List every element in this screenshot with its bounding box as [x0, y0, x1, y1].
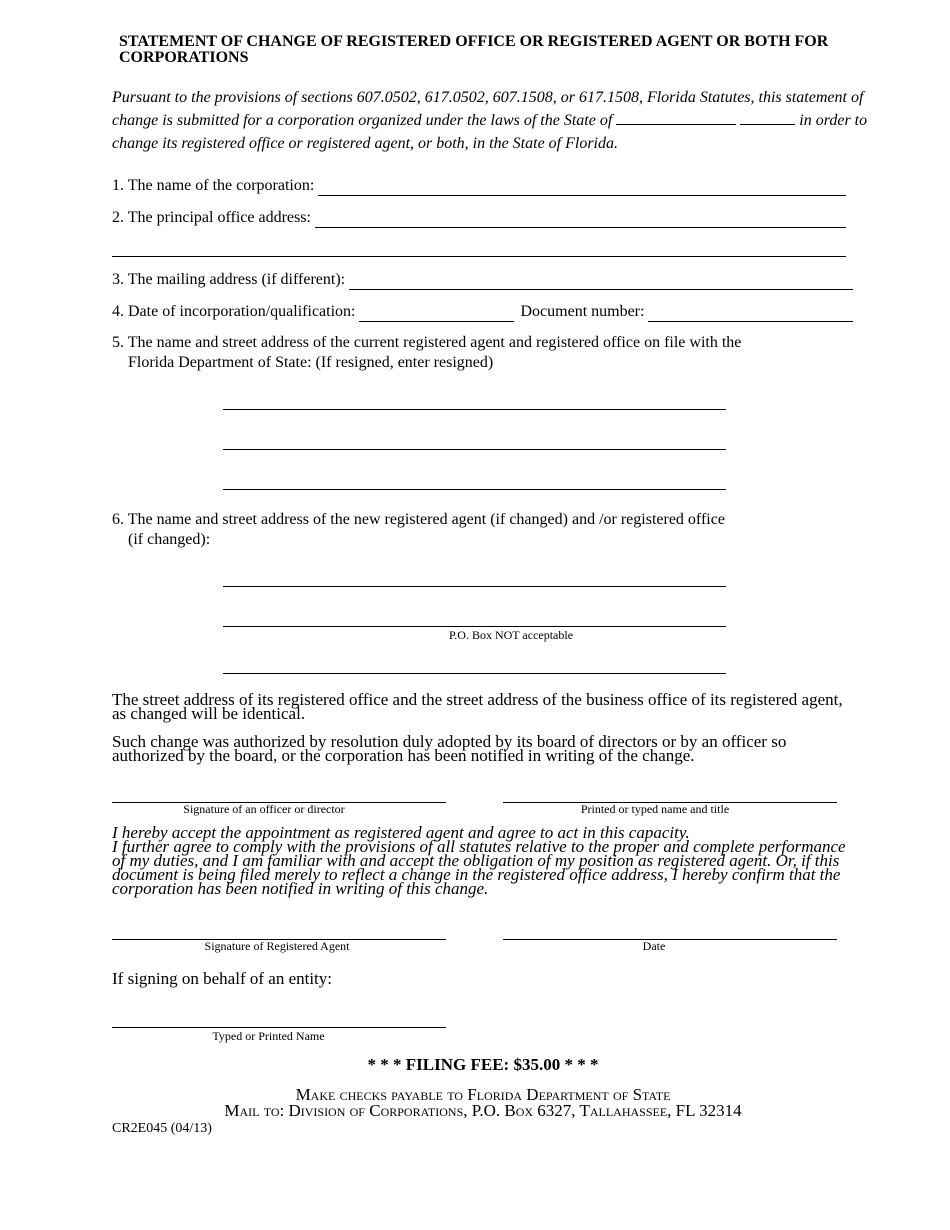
corp-name-row — [112, 176, 846, 196]
principal-office-label: 2. The principal office address: — [112, 209, 311, 226]
item6-text — [112, 510, 852, 550]
current-agent-line-2[interactable] — [223, 449, 726, 450]
state-blank-a[interactable] — [616, 110, 736, 125]
po-box-note: P.O. Box NOT acceptable — [448, 628, 574, 642]
acceptance-line1: I hereby accept the appointment as registered agent and agree to act in this capacity. — [112, 823, 690, 842]
corp-name-label: 1. The name of the corporation: — [112, 177, 315, 194]
form-title: STATEMENT OF CHANGE OF REGISTERED OFFICE OR REGISTERED AGENT OR BOTH FOR CORPORATIONS — [119, 33, 829, 66]
typed-name-label: Typed or Printed Name — [212, 1029, 325, 1043]
document-number-label: Document number: — [520, 303, 645, 320]
identical-address-statement: The street address of its registered office and the street address of the business office of its registered agent, as changed will be identical. — [112, 690, 843, 723]
mail-to-address: Mail to: Division of Corporations, P.O. Box 6327, Tallahassee, FL 32314 — [224, 1101, 742, 1120]
item5-line1: 5. The name and street address of the current registered agent and registered office on file with the — [112, 334, 742, 351]
state-blank-b[interactable] — [740, 110, 795, 125]
checks-payable: Make checks payable to Florida Department of State — [295, 1085, 671, 1104]
intro-paragraph — [112, 86, 872, 155]
entity-label: If signing on behalf of an entity: — [112, 969, 333, 988]
date-label: Date — [642, 939, 666, 953]
current-agent-line-3[interactable] — [223, 489, 726, 490]
mailing-address-row — [112, 270, 853, 290]
filing-fee: * * * FILING FEE: $35.00 * * * — [367, 1055, 599, 1074]
principal-office-field-line2[interactable] — [112, 256, 846, 257]
acceptance-line2: I further agree to comply with the provisions of all statutes relative to the proper and complete performance of my duties, and I am familiar with and accept the obligation of my position as registered agent. Or, if this document is being filed merely to reflect a change in the registered office address, I hereby confirm that the corporation has been notified in writing of this change. — [112, 837, 846, 898]
incorporation-date-field[interactable] — [359, 305, 514, 322]
item5-text — [112, 333, 852, 373]
principal-office-row — [112, 208, 846, 228]
typed-name-line[interactable] — [112, 1027, 446, 1028]
officer-signature-label: Signature of an officer or director — [183, 802, 345, 816]
item6-line1: 6. The name and street address of the new registered agent (if changed) and /or registered office — [112, 511, 725, 528]
new-agent-line-1[interactable] — [223, 586, 726, 587]
document-number-field[interactable] — [648, 305, 853, 322]
mailing-address-label: 3. The mailing address (if different): — [112, 271, 346, 288]
principal-office-field[interactable] — [315, 211, 846, 228]
new-agent-line-3[interactable] — [223, 673, 726, 674]
new-agent-line-2[interactable] — [223, 626, 726, 627]
incorporation-row — [112, 302, 853, 322]
acceptance-paragraph — [112, 823, 854, 898]
intro-text-part2: in order to change its registered office or registered agent, or both, in the State of Florida. — [112, 112, 868, 152]
current-agent-line-1[interactable] — [223, 409, 726, 410]
printed-name-title-label: Printed or typed name and title — [580, 802, 730, 816]
item6-line2: (if changed): — [128, 531, 211, 548]
mailing-address-field[interactable] — [349, 273, 853, 290]
intro-text-part1: Pursuant to the provisions of sections 607.0502, 617.0502, 607.1508, or 617.1508, Florida Statutes, this statement of change is submitted for a corporation organized under the laws of the State of — [112, 89, 864, 129]
corp-name-field[interactable] — [318, 179, 846, 196]
incorporation-date-label: 4. Date of incorporation/qualification: — [112, 303, 356, 320]
agent-signature-label: Signature of Registered Agent — [204, 939, 350, 953]
item5-line2: Florida Department of State: (If resigned, enter resigned) — [128, 354, 494, 371]
form-id: CR2E045 (04/13) — [112, 1121, 212, 1136]
authorization-statement: Such change was authorized by resolution duly adopted by its board of directors or by an officer so authorized by the board, or the corporation has been notified in writing of the change. — [112, 732, 787, 765]
